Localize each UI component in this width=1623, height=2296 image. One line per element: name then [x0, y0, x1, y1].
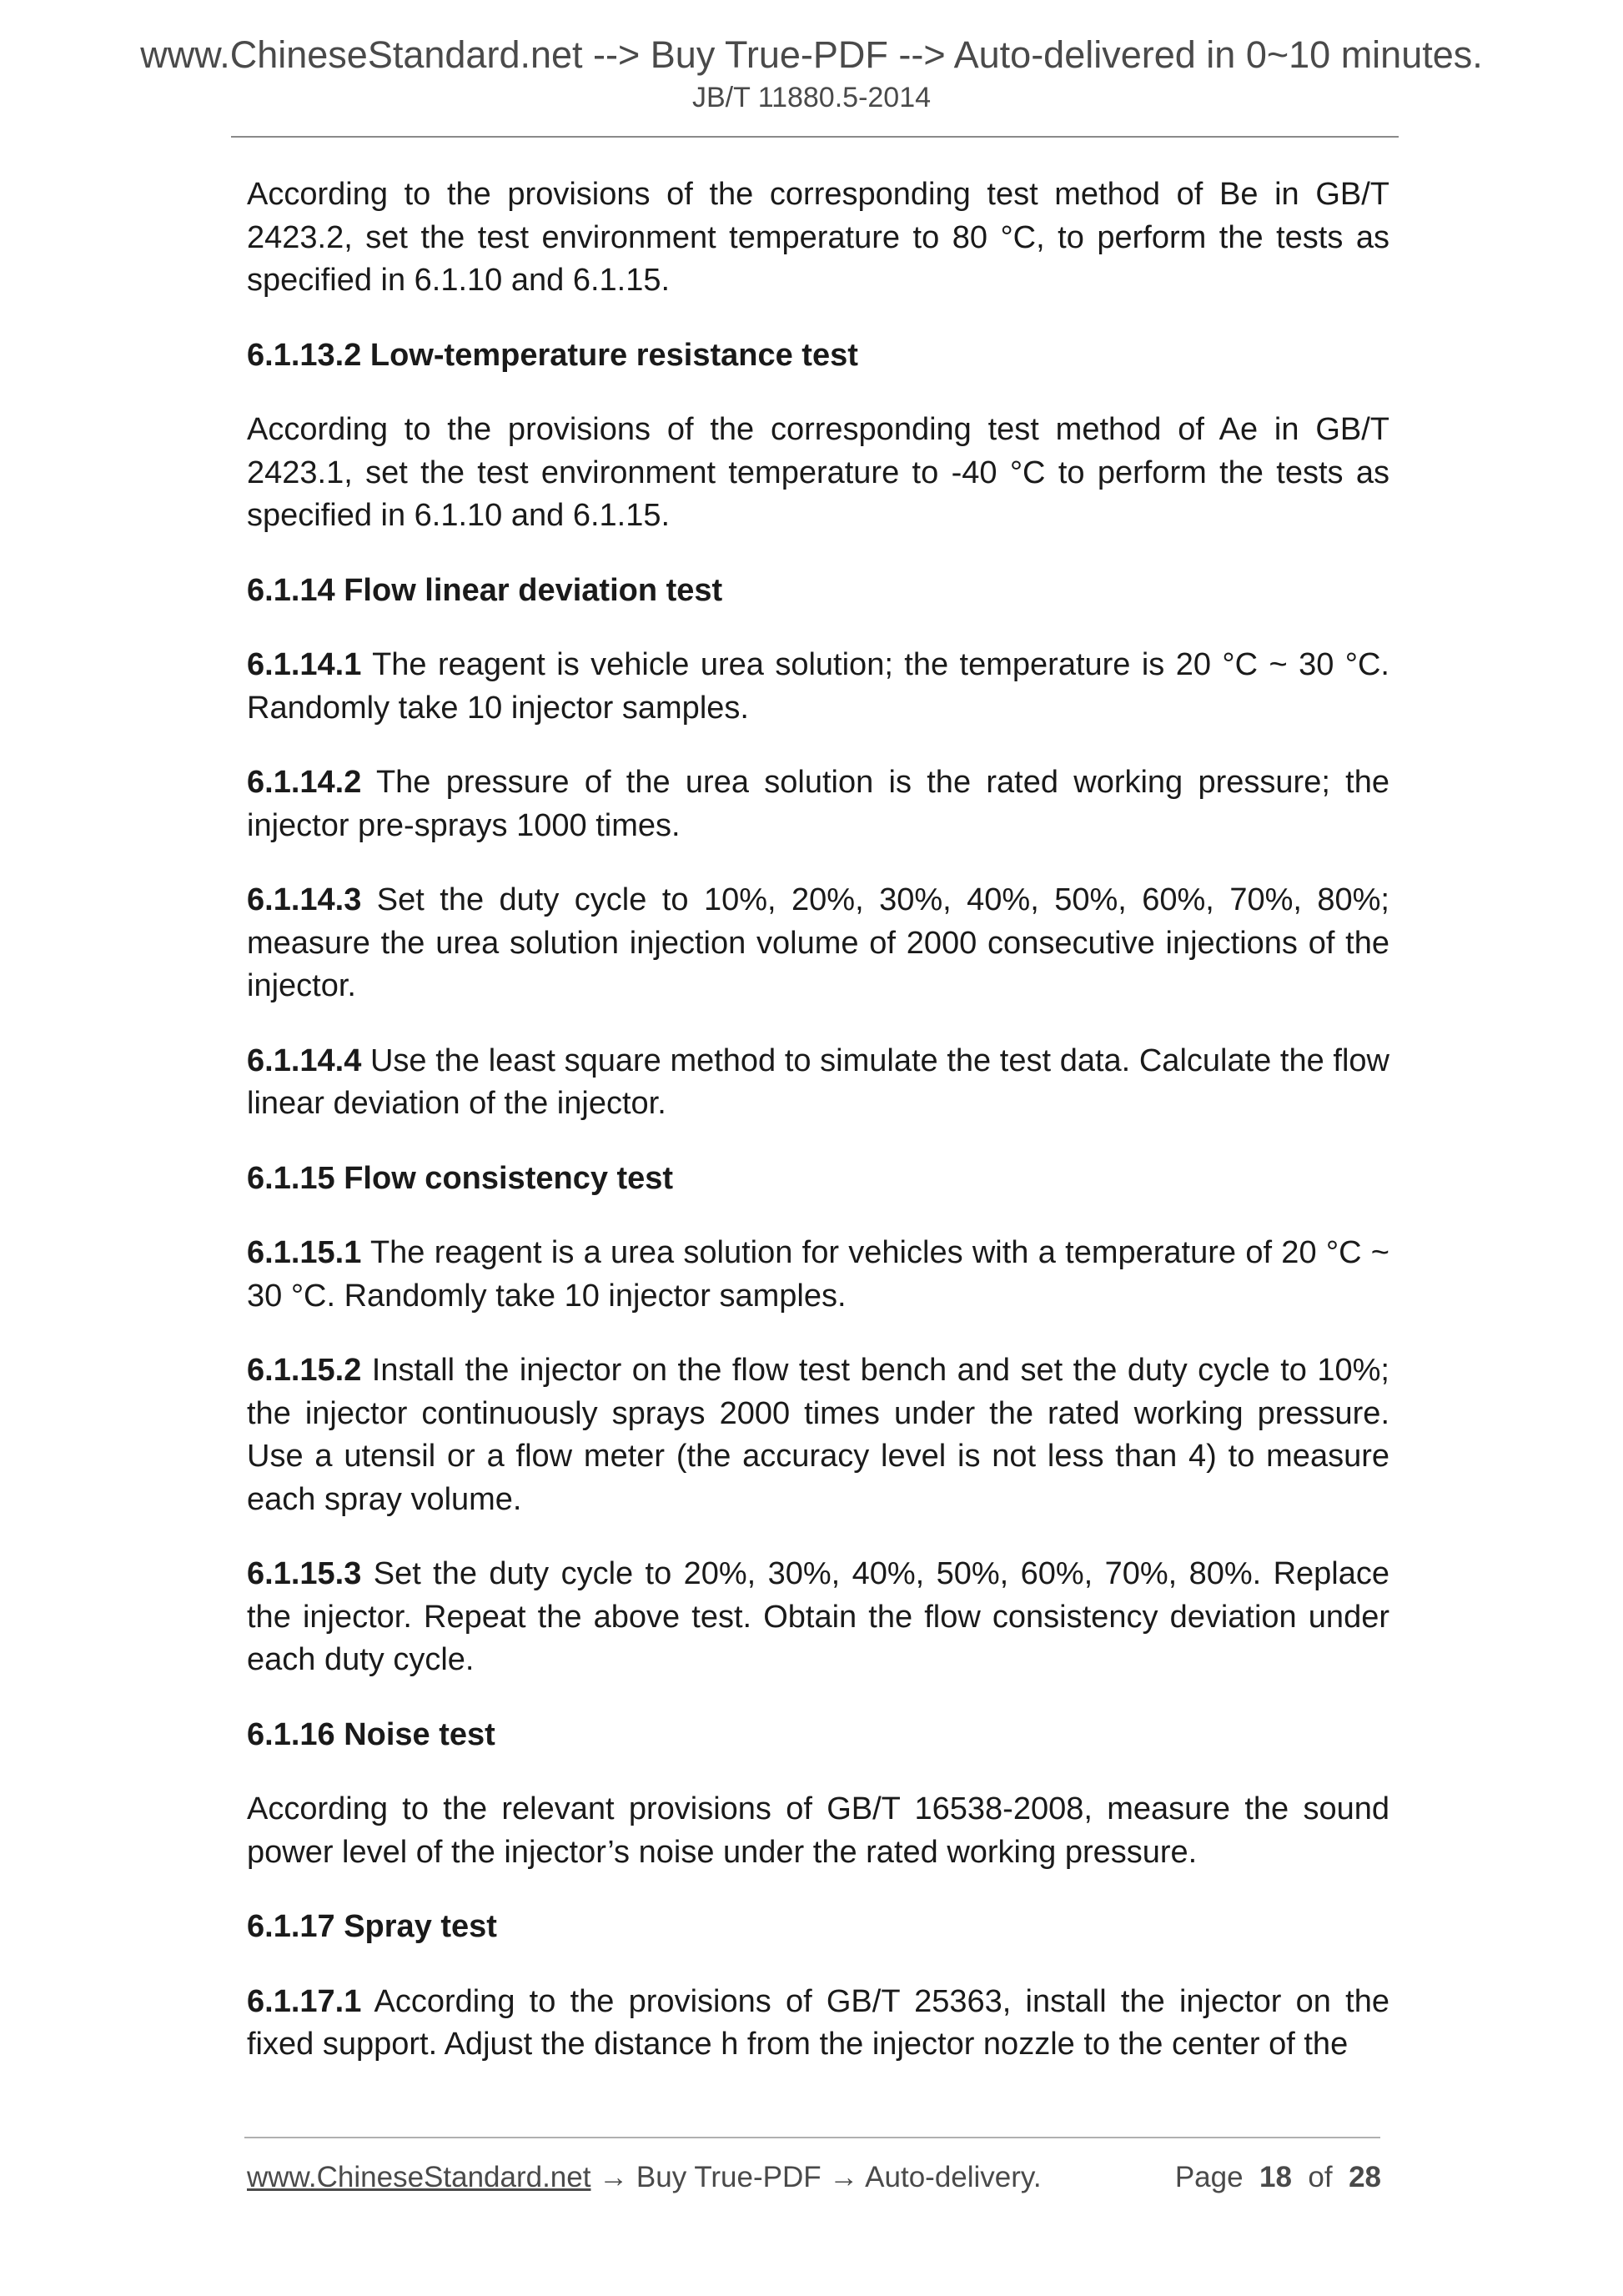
clause-6-1-15-2 — [247, 1349, 1389, 1521]
clause-number: 6.1.15.3 — [247, 1556, 362, 1591]
heading-6-1-14: 6.1.14 Flow linear deviation test — [247, 572, 723, 608]
clause-text: Set the duty cycle to 10%, 20%, 30%, 40%, 50%, 60%, 70%, 80%; measure the urea solution injection volume of 2000 consecutive injections of the injector. — [247, 882, 1389, 1003]
clause-number: 6.1.15.2 — [247, 1353, 362, 1388]
heading-6-1-13-2: 6.1.13.2 Low-temperature resistance test — [247, 337, 858, 373]
page-footer — [247, 2161, 1381, 2194]
footer-divider — [244, 2137, 1380, 2138]
paragraph-be-test: According to the provisions of the corresponding test method of Be in GB/T 2423.2, set the test environment temperature to 80 °C, to perform the tests as specified in 6.1.10 and 6.1.15. — [247, 177, 1389, 298]
clause-text: The pressure of the urea solution is the rated working pressure; the injector pre-sprays 1000 times. — [247, 765, 1389, 843]
site-banner: www.ChineseStandard.net --> Buy True-PDF --> Auto-delivered in 0~10 minutes. — [140, 33, 1483, 76]
clause-6-1-14-1 — [247, 644, 1389, 730]
paragraph-noise-test: According to the relevant provisions of GB/T 16538-2008, measure the sound power level of the injector’s noise under the rated working pressure. — [247, 1791, 1389, 1870]
clause-6-1-17-1 — [247, 1981, 1389, 2067]
page-indicator — [1175, 2161, 1381, 2194]
heading-6-1-17: 6.1.17 Spray test — [247, 1909, 497, 1944]
clause-text: The reagent is a urea solution for vehicles with a temperature of 20 °C ~ 30 °C. Randomly take 10 injector samples. — [247, 1235, 1389, 1314]
footer-site-link[interactable]: www.ChineseStandard.net — [247, 2161, 591, 2193]
footer-tagline: → Buy True-PDF → Auto-delivery. — [590, 2161, 1042, 2193]
clause-text: Use the least square method to simulate the test data. Calculate the flow linear deviation of the injector. — [247, 1042, 1389, 1121]
document-body — [247, 173, 1389, 2098]
clause-number: 6.1.14.4 — [247, 1042, 362, 1078]
clause-text: The reagent is vehicle urea solution; the temperature is 20 °C ~ 30 °C. Randomly take 10 injector samples. — [247, 647, 1389, 726]
clause-number: 6.1.14.2 — [247, 765, 362, 800]
clause-6-1-14-2 — [247, 761, 1389, 847]
document-id: JB/T 11880.5-2014 — [691, 82, 932, 113]
heading-6-1-15: 6.1.15 Flow consistency test — [247, 1160, 674, 1196]
page-total: 28 — [1349, 2161, 1381, 2193]
of-label: of — [1308, 2161, 1333, 2193]
clause-6-1-14-4 — [247, 1040, 1389, 1126]
page-label: Page — [1174, 2161, 1244, 2193]
heading-6-1-16: 6.1.16 Noise test — [247, 1716, 495, 1752]
clause-text: According to the provisions of GB/T 25363, install the injector on the fixed support. Adjust the distance h from the injector nozzle to the center of the — [247, 1983, 1389, 2062]
clause-6-1-14-3 — [247, 879, 1389, 1008]
header-divider — [231, 136, 1399, 138]
page-current: 18 — [1259, 2161, 1292, 2193]
clause-text: Set the duty cycle to 20%, 30%, 40%, 50%, 60%, 70%, 80%. Replace the injector. Repeat the above test. Obtain the flow consistency deviation under each duty cycle. — [247, 1556, 1389, 1677]
clause-number: 6.1.14.3 — [247, 882, 362, 917]
clause-number: 6.1.14.1 — [247, 647, 362, 682]
clause-6-1-15-1 — [247, 1232, 1389, 1318]
clause-text: Install the injector on the flow test bench and set the duty cycle to 10%; the injector continuously sprays 2000 times under the rated working pressure. Use a utensil or a flow meter (the accuracy level is not less than 4) to measure each spray volume. — [247, 1353, 1389, 1517]
clause-6-1-15-3 — [247, 1553, 1389, 1682]
clause-number: 6.1.17.1 — [247, 1983, 362, 2019]
paragraph-ae-test: According to the provisions of the corresponding test method of Ae in GB/T 2423.1, set the test environment temperature to -40 °C to perform the tests as specified in 6.1.10 and 6.1.15. — [247, 412, 1389, 533]
clause-number: 6.1.15.1 — [247, 1235, 362, 1270]
